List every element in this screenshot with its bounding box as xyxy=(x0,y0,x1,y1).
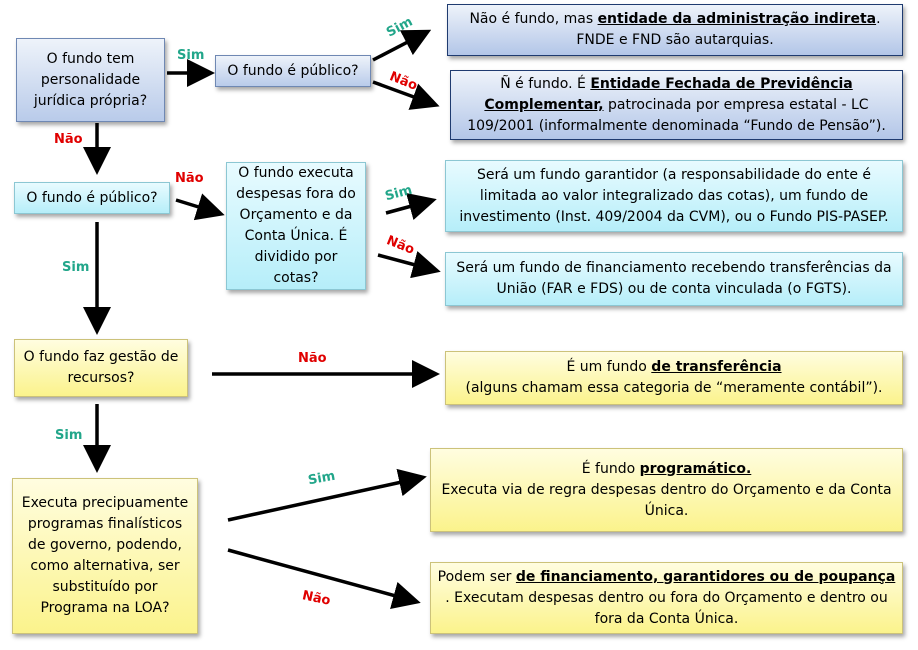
label-nao-2: Não xyxy=(54,132,83,147)
fgs-pre: Podem ser xyxy=(437,568,516,585)
box-outside-budget xyxy=(226,162,366,290)
label-sim-5: Sim xyxy=(55,428,83,443)
indirect-admin-emph: entidade da administração indireta xyxy=(597,11,877,27)
box-financing-guarantee-savings-text xyxy=(437,567,896,630)
indirect-admin-pre: Não é fundo, mas xyxy=(469,11,598,27)
box-financing-guarantee-savings xyxy=(430,562,903,634)
fgs-post: . Executam despesas dentro ou fora do Orçamento e dentro ou fora da Conta Única. xyxy=(445,589,888,627)
transfer-fund-emph: de transferência xyxy=(651,359,782,375)
box-public-left xyxy=(14,182,170,214)
pension-entity-post: patrocinada por empresa estatal - LC 109/2001 (informalmente denominada “Fundo de Pensão”). xyxy=(467,96,886,134)
arrow-public-left-to-outside-budget xyxy=(176,200,218,213)
box-public-top-text: O fundo é público? xyxy=(227,62,359,79)
pension-entity-emph: Entidade Fechada de Previdência Complementar, xyxy=(484,75,853,113)
transfer-fund-pre: É um fundo xyxy=(566,359,652,375)
box-programmatic-fund-text xyxy=(437,459,896,522)
programmatic-fund-emph: programático. xyxy=(639,460,752,477)
box-indirect-admin xyxy=(447,4,903,56)
box-indirect-admin-text xyxy=(454,9,896,51)
label-sim-1: Sim xyxy=(177,48,205,63)
arrow-outside-budget-to-financing xyxy=(378,255,434,270)
label-nao-4: Não xyxy=(384,233,417,258)
label-sim-6: Sim xyxy=(306,468,337,489)
box-public-left-text: O fundo é público? xyxy=(26,189,158,206)
box-outside-budget-text: O fundo executa despesas fora do Orçamento e da Conta Única. É dividido por cotas? xyxy=(236,165,356,286)
label-nao-1: Não xyxy=(387,69,420,94)
transfer-fund-post: (alguns chamam essa categoria de “meramente contábil”). xyxy=(465,380,883,396)
box-public-top xyxy=(215,55,371,87)
box-pension-entity xyxy=(450,70,903,140)
box-programmatic-fund xyxy=(430,448,903,532)
box-transfer-fund xyxy=(445,351,903,405)
box-legal-personality xyxy=(16,38,165,122)
box-financing-fund xyxy=(445,252,903,306)
box-manages-resources-text: O fundo faz gestão de recursos? xyxy=(23,349,179,386)
programmatic-fund-pre: É fundo xyxy=(581,460,640,477)
label-nao-6: Não xyxy=(300,588,332,609)
label-nao-3: Não xyxy=(175,171,204,186)
box-financing-fund-text: Será um fundo de financiamento recebendo transferências da União (FAR e FDS) ou de conta vinculada (o FGTS). xyxy=(456,260,892,297)
label-sim-4: Sim xyxy=(62,260,90,275)
fgs-emph: de financiamento, garantidores ou de poupança xyxy=(515,568,896,585)
label-sim-2: Sim xyxy=(384,14,416,41)
pension-entity-pre: Ñ é fundo. É xyxy=(500,75,591,92)
box-pension-entity-text xyxy=(457,74,896,137)
box-legal-personality-text: O fundo tem personalidade jurídica própria? xyxy=(33,50,148,109)
box-executes-programs-text: Executa precipuamente programas finalísticos de governo, podendo, como alternativa, ser substituído por Programa na LOA? xyxy=(21,495,189,616)
box-executes-programs xyxy=(12,478,198,634)
box-manages-resources xyxy=(14,339,188,397)
label-nao-5: Não xyxy=(298,351,327,366)
programmatic-fund-post: Executa via de regra despesas dentro do Orçamento e da Conta Única. xyxy=(441,481,892,519)
box-guarantee-fund xyxy=(445,160,903,232)
arrow-public-top-to-indirect xyxy=(373,33,425,60)
indirect-admin-post: . FNDE e FND são autarquias. xyxy=(576,11,881,48)
label-sim-3: Sim xyxy=(383,182,414,205)
box-guarantee-fund-text: Será um fundo garantidor (a responsabilidade do ente é limitada ao valor integralizado das cotas), um fundo de investimento (Inst. 409/2004 da CVM), ou o Fundo PIS-PASEP. xyxy=(459,166,889,225)
box-transfer-fund-text xyxy=(466,357,883,399)
